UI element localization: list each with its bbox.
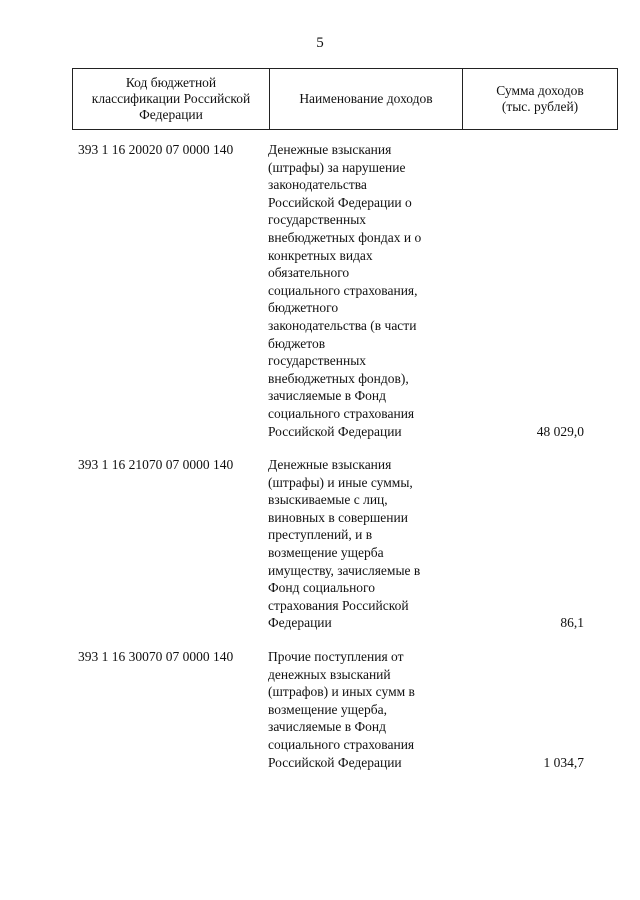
header-sum-cell	[463, 69, 618, 130]
header-name-cell	[270, 69, 463, 130]
row-name-line: конкретных видах	[268, 247, 373, 263]
header-code-line: Федерации	[139, 107, 203, 122]
row-amount: 48 029,0	[536, 423, 584, 439]
header-sum-line: (тыс. рублей)	[501, 99, 579, 114]
table-row	[72, 456, 590, 632]
page-number: 5	[316, 35, 324, 51]
row-name-line: государственных	[268, 353, 367, 369]
row-name-line: возмещение ущерба	[268, 545, 384, 561]
row-name-line: Денежные взыскания	[268, 457, 392, 473]
row-name-line: Прочие поступления от	[268, 649, 404, 665]
table-row	[72, 648, 590, 771]
row-name-line: законодательства	[268, 177, 367, 193]
row-name-line: (штрафы) и иные суммы,	[268, 474, 413, 490]
row-amount: 86,1	[560, 615, 584, 631]
row-name-line: взыскиваемые с лиц,	[268, 492, 388, 508]
header-sum-line: Сумма доходов	[496, 83, 584, 98]
row-name-line: виновных в совершении	[268, 509, 408, 525]
row-name-line: государственных	[268, 212, 367, 228]
row-name-line: возмещение ущерба,	[268, 701, 388, 717]
row-name-line: страхования Российской	[268, 597, 409, 613]
row-code: 393 1 16 30070 07 0000 140	[78, 649, 234, 665]
row-name-line: Российской Федерации	[268, 754, 402, 770]
header-code-line: Код бюджетной	[125, 75, 217, 90]
row-name-line: денежных взысканий	[268, 666, 391, 682]
row-name	[268, 648, 454, 771]
row-name-line: социального страхования,	[268, 282, 418, 298]
row-name-line: бюджетного	[268, 300, 339, 316]
row-name-line: бюджетов	[268, 335, 326, 351]
row-name	[268, 141, 454, 440]
row-name-line: имуществу, зачисляемые в	[268, 562, 421, 578]
row-name-line: социального страхования	[268, 737, 415, 752]
row-name-line: (штрафов) и иных сумм в	[268, 684, 415, 700]
row-code: 393 1 16 21070 07 0000 140	[78, 457, 234, 473]
row-name-line: законодательства (в части	[268, 317, 417, 333]
row-name-line: зачисляемые в Фонд	[268, 388, 386, 404]
header-code-cell	[73, 69, 270, 130]
row-name-line: внебюджетных фондах и о	[268, 229, 422, 245]
table-header	[72, 68, 618, 130]
table-body	[72, 136, 590, 771]
header-code-line: классификации Российской	[91, 91, 251, 106]
row-name-line: Денежные взыскания	[268, 142, 392, 157]
row-name-line: (штрафы) за нарушение	[268, 159, 406, 175]
row-name-line: внебюджетных фондов),	[268, 370, 409, 386]
row-name-line: Российской Федерации	[268, 423, 402, 439]
row-name-line: обязательного	[268, 265, 350, 281]
row-code: 393 1 16 20020 07 0000 140	[78, 142, 234, 157]
header-row	[73, 69, 618, 130]
table-row	[72, 141, 590, 440]
header-name-label: Наименование доходов	[299, 91, 433, 106]
row-amount: 1 034,7	[543, 754, 584, 770]
row-name-line: зачисляемые в Фонд	[268, 719, 386, 735]
row-name-line: Федерации	[268, 615, 332, 631]
row-name-line: Фонд социального	[268, 580, 376, 596]
row-name	[268, 456, 454, 632]
row-name-line: социального страхования	[268, 405, 415, 421]
row-name-line: преступлений, и в	[268, 527, 373, 543]
row-name-line: Российской Федерации о	[268, 194, 412, 210]
